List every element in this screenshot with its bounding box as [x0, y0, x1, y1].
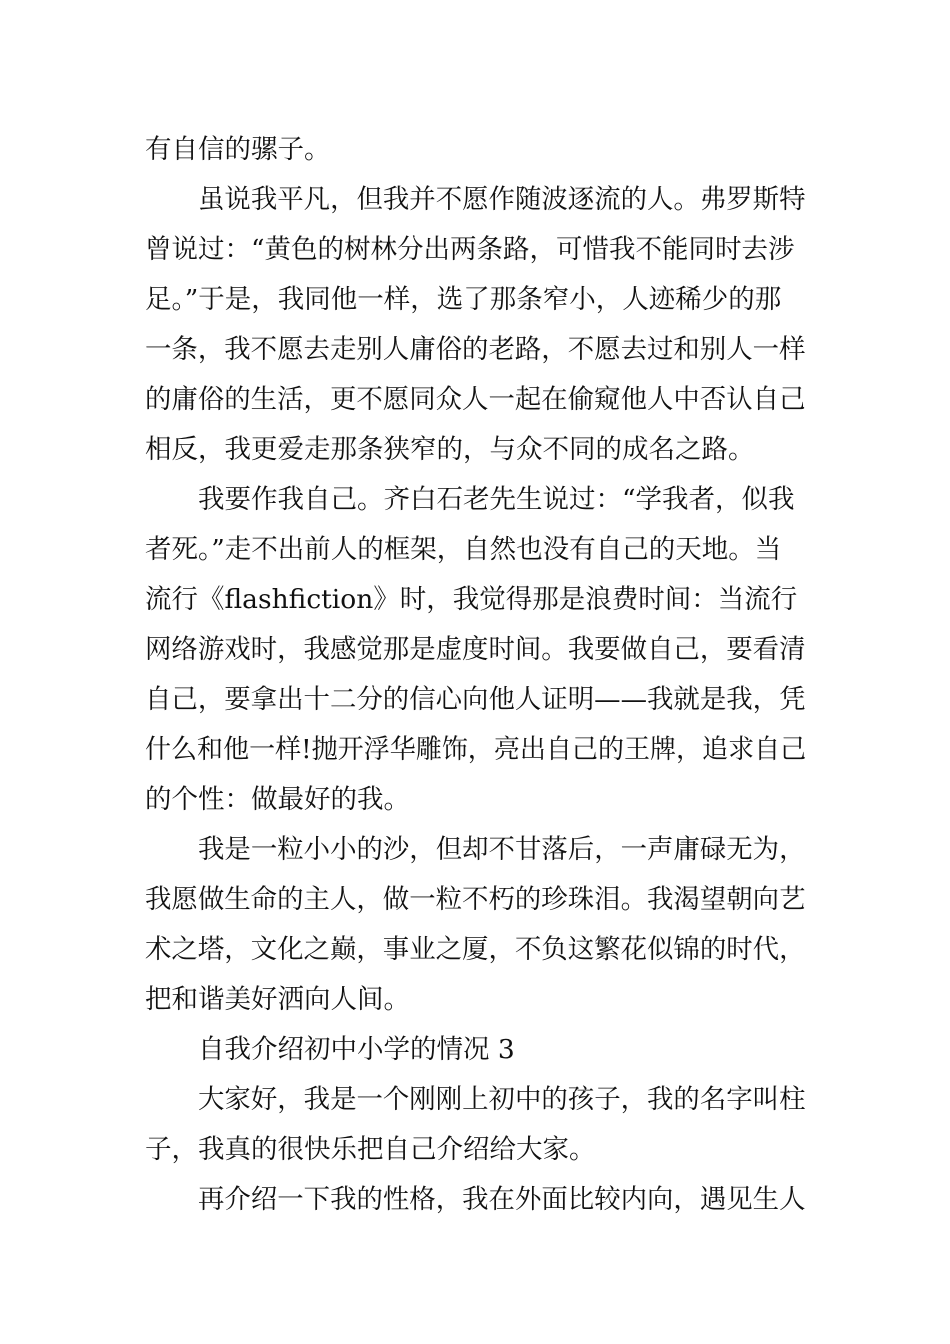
- text-line: 大家好，我是一个刚刚上初中的孩子，我的名字叫柱: [198, 1084, 806, 1115]
- text-line: 子，我真的很快乐把自己介绍给大家。: [145, 1134, 596, 1165]
- text-line: 我要作我自己。齐白石老先生说过：“学我者，似我: [198, 484, 795, 515]
- text-line: 有自信的骡子。: [145, 134, 331, 165]
- text-line: 我是一粒小小的沙，但却不甘落后，一声庸碌无为，: [198, 834, 806, 865]
- text-line: 自己，要拿出十二分的信心向他人证明——我就是我，凭: [145, 684, 806, 715]
- text-line: 者死。”走不出前人的框架，自然也没有自己的天地。当: [145, 534, 782, 565]
- text-line: 流行《flashfiction》时，我觉得那是浪费时间：当流行: [145, 584, 798, 615]
- text-line: 的个性：做最好的我。: [145, 784, 410, 815]
- section-heading: 自我介绍初中小学的情况 3: [198, 1034, 515, 1065]
- text-line: 网络游戏时，我感觉那是虚度时间。我要做自己，要看清: [145, 634, 806, 665]
- text-line: 我愿做生命的主人，做一粒不朽的珍珠泪。我渴望朝向艺: [145, 884, 806, 915]
- text-line: 的庸俗的生活，更不愿同众人一起在偷窥他人中否认自己: [145, 384, 806, 415]
- text-line: 再介绍一下我的性格，我在外面比较内向，遇见生人: [198, 1184, 806, 1215]
- text-line: 虽说我平凡，但我并不愿作随波逐流的人。弗罗斯特: [198, 184, 806, 215]
- text-line: 相反，我更爱走那条狭窄的，与众不同的成名之路。: [145, 434, 755, 465]
- text-line: 足。”于是，我同他一样，选了那条窄小，人迹稀少的那: [145, 284, 782, 315]
- text-line: 术之塔，文化之巅，事业之厦，不负这繁花似锦的时代，: [145, 934, 806, 965]
- text-line: 曾说过：“黄色的树林分出两条路，可惜我不能同时去涉: [145, 234, 795, 265]
- text-line: 把和谐美好洒向人间。: [145, 984, 410, 1015]
- text-line: 什么和他一样!抛开浮华雕饰，亮出自己的王牌，追求自己: [145, 734, 807, 765]
- text-line: 一条，我不愿去走别人庸俗的老路，不愿去过和别人一样: [145, 334, 806, 365]
